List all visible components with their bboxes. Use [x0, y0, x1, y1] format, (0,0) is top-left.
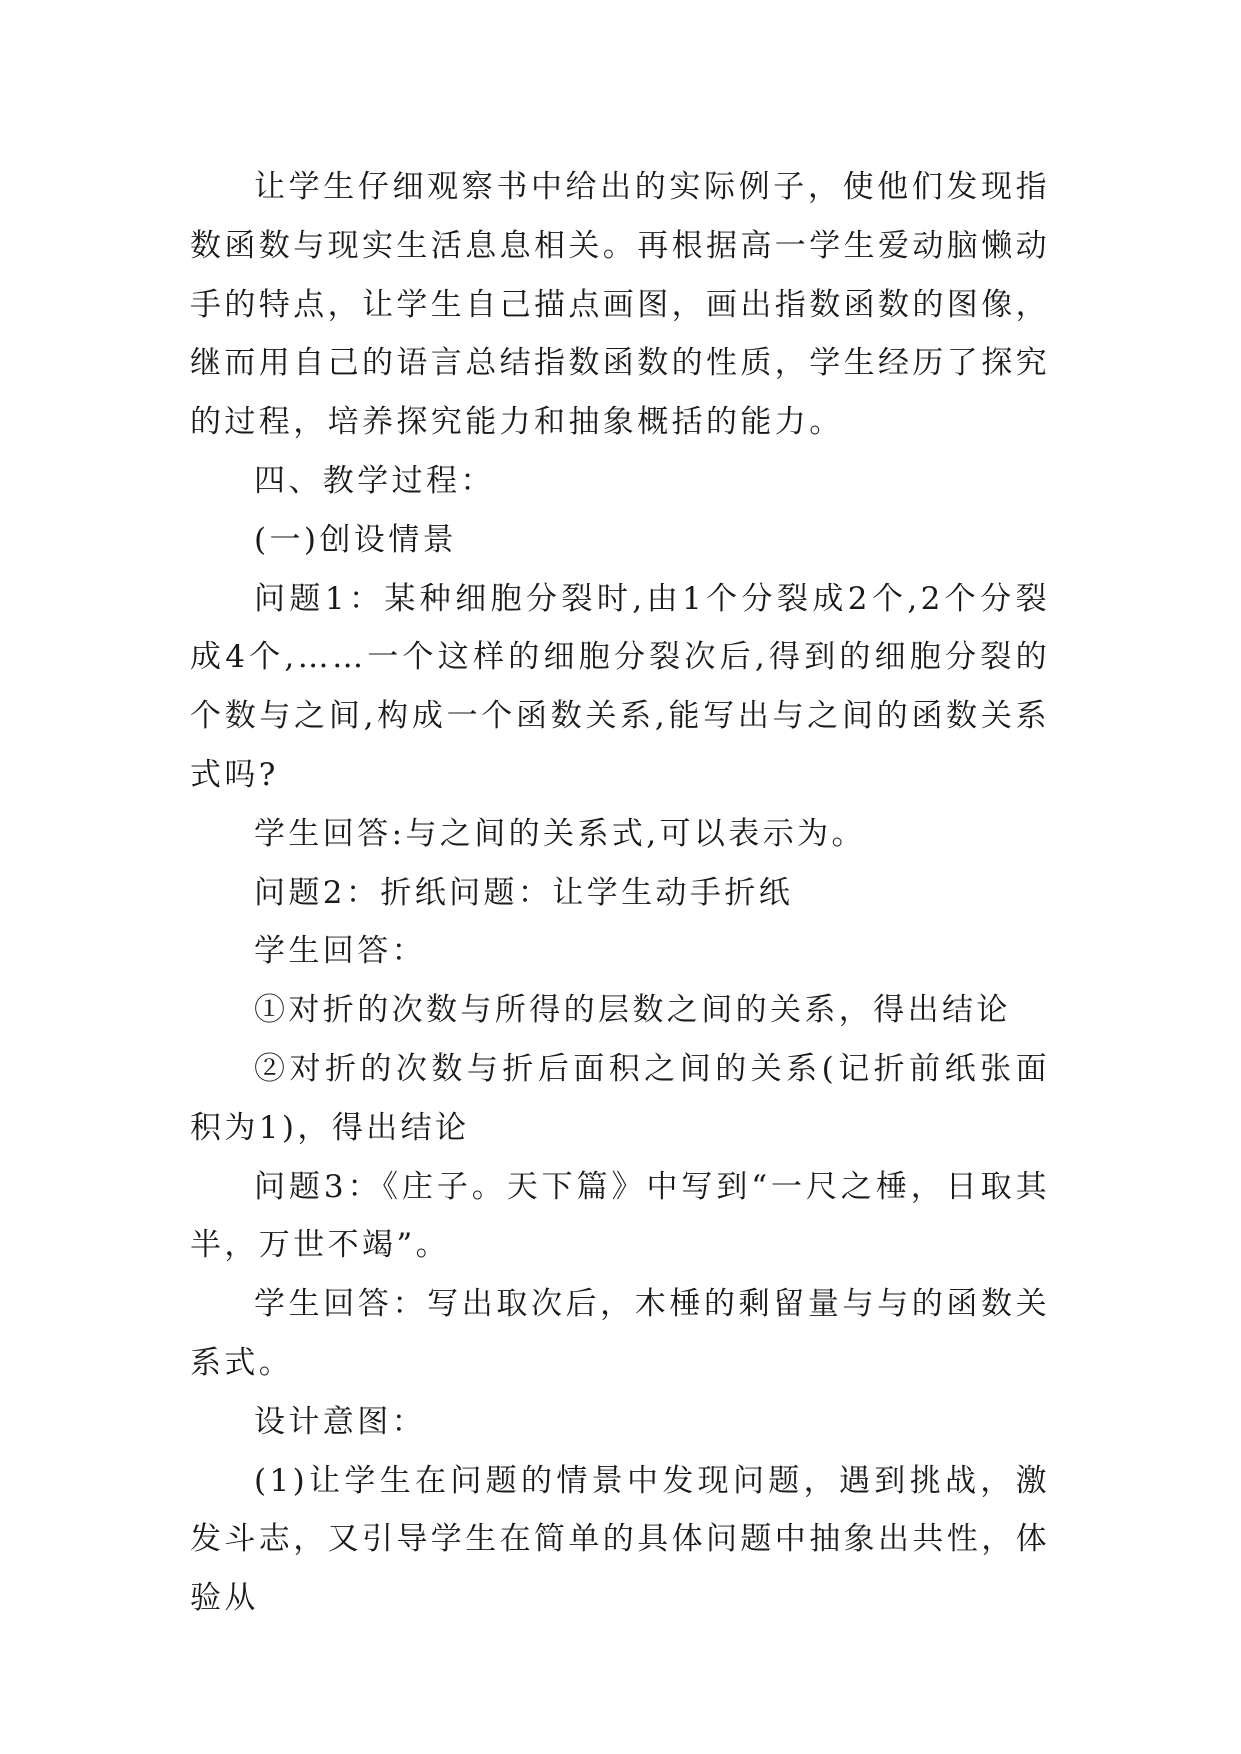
paragraph-answer-2-item-2: ②对折的次数与折后面积之间的关系(记折前纸张面积为1)，得出结论: [190, 1050, 1050, 1146]
document-body: [190, 158, 1050, 1628]
paragraph-question-1: 问题1：某种细胞分裂时,由1个分裂成2个,2个分裂成4个,……一个这样的细胞分裂次后,得到的细胞分裂的个数与之间,构成一个函数关系,能写出与之间的函数关系式吗?: [190, 580, 1050, 793]
paragraph-answer-1: 学生回答:与之间的关系式,可以表示为。: [254, 815, 866, 852]
paragraph-question-3: 问题3：《庄子。天下篇》中写到“一尺之棰，日取其半，万世不竭”。: [190, 1168, 1050, 1264]
paragraph-design-intent-label: 设计意图：: [254, 1403, 426, 1440]
section-heading-teaching-process: 四、教学过程：: [254, 462, 495, 499]
subsection-heading-scenario: (一)创设情景: [254, 521, 457, 558]
paragraph-question-2: 问题2：折纸问题：让学生动手折纸: [254, 874, 794, 911]
paragraph-intro: 让学生仔细观察书中给出的实际例子，使他们发现指数函数与现实生活息息相关。再根据高一学生爱动脑懒动手的特点，让学生自己描点画图，画出指数函数的图像，继而用自己的语言总结指数函数的性质，学生经历了探究的过程，培养探究能力和抽象概括的能力。: [190, 169, 1050, 441]
paragraph-design-intent-1: (1)让学生在问题的情景中发现问题，遇到挑战，激发斗志，又引导学生在简单的具体问题中抽象出共性，体验从: [190, 1462, 1050, 1617]
paragraph-answer-2-label: 学生回答：: [254, 933, 426, 970]
paragraph-answer-2-item-1: ①对折的次数与所得的层数之间的关系，得出结论: [254, 992, 1011, 1029]
paragraph-answer-3: 学生回答：写出取次后，木棰的剩留量与与的函数关系式。: [190, 1286, 1050, 1381]
